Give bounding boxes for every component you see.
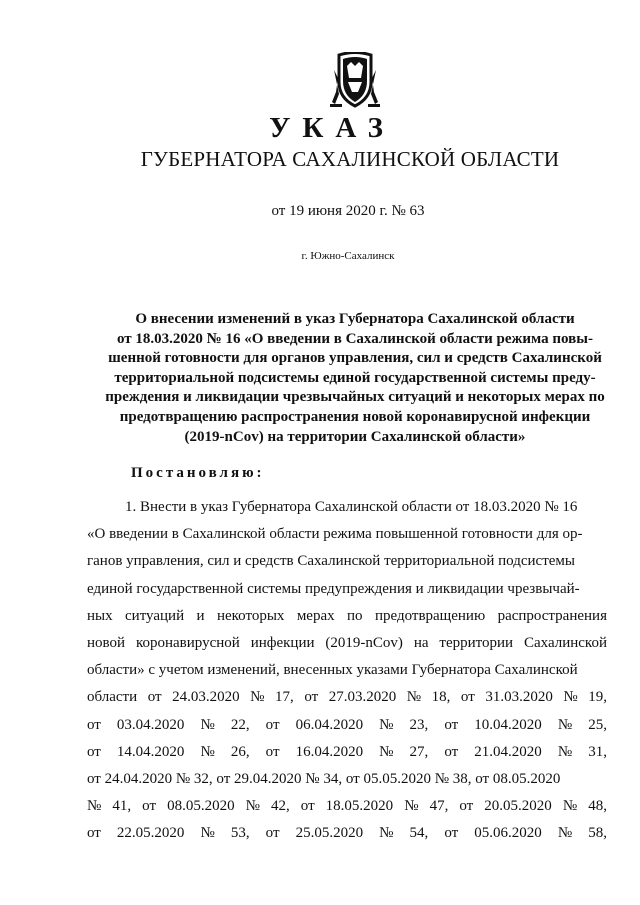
body-word: от (147, 689, 162, 706)
body-word: от (444, 743, 459, 760)
body-word: 14.04.2020 (116, 743, 185, 760)
body-word: 41, (112, 798, 132, 815)
body-word: и (196, 607, 205, 624)
body-line (87, 793, 607, 820)
body-word: ганов управления, сил и средств Сахалинской территориальной подсистемы (87, 553, 575, 570)
body-word: от (460, 689, 475, 706)
body-word: единой государственной системы предупреждения и ликвидации чрезвычай- (87, 580, 580, 597)
heading-line: преждения и ликвидации чрезвычайных ситуаций и некоторых мерах по (105, 389, 605, 406)
body-line (87, 766, 607, 793)
body-word: № (557, 825, 573, 842)
heading-line: шенной готовности для органов управления, сил и средств Сахалинской (108, 350, 602, 367)
body-word: (2019-nCov) (325, 634, 403, 651)
document-body (87, 494, 607, 847)
body-word: 47, (429, 798, 449, 815)
body-word: 21.04.2020 (474, 743, 542, 760)
body-word: инфекции (250, 634, 315, 651)
body-word: 18.05.2020 (325, 798, 394, 815)
body-word: № (250, 689, 265, 706)
body-word: от (300, 798, 315, 815)
body-line (87, 739, 607, 766)
document-type: УКАЗ (269, 112, 395, 144)
body-word: от (87, 825, 101, 842)
body-line (87, 712, 607, 739)
body-word: № (245, 798, 260, 815)
body-word: 10.04.2020 (474, 716, 542, 733)
body-word: 18, (431, 689, 451, 706)
body-word: № (379, 743, 394, 760)
body-word: 16.04.2020 (295, 743, 364, 760)
body-word: на (413, 634, 429, 651)
body-word: 25, (588, 716, 607, 733)
heading-line: предотвращению распространения новой коронавирусной инфекции (119, 408, 591, 425)
body-word: № (200, 743, 215, 760)
body-word: новой (87, 634, 126, 651)
issuing-authority: ГУБЕРНАТОРА САХАЛИНСКОЙ ОБЛАСТИ (140, 147, 560, 171)
body-word: коронавирусной (135, 634, 240, 651)
body-word: области» с учетом изменений, внесенных указами Губернатора Сахалинской (87, 662, 578, 679)
body-word: от (265, 716, 280, 733)
body-word: 05.06.2020 (474, 825, 542, 842)
body-word: № (562, 798, 578, 815)
body-word: 58, (588, 825, 607, 842)
body-word: 03.04.2020 (116, 716, 185, 733)
body-word: от (265, 825, 280, 842)
body-word: по (347, 607, 363, 624)
body-word: 23, (409, 716, 429, 733)
body-word: 31.03.2020 (485, 689, 553, 706)
body-word: предотвращению (374, 607, 486, 624)
body-word: от (304, 689, 319, 706)
body-word: некоторых (216, 607, 285, 624)
body-line (87, 820, 607, 847)
body-word: от (87, 716, 101, 733)
body-word: от (444, 825, 459, 842)
body-word: ных (87, 607, 113, 624)
body-word: 42, (270, 798, 290, 815)
body-word: 48, (588, 798, 607, 815)
body-word: ситуаций (125, 607, 185, 624)
body-word: № (557, 743, 573, 760)
body-line (87, 630, 607, 657)
body-word: № (200, 825, 215, 842)
body-word: 06.04.2020 (295, 716, 364, 733)
body-word: Сахалинской (523, 634, 607, 651)
body-line (87, 684, 607, 711)
body-word: территории (439, 634, 514, 651)
body-line (87, 657, 607, 684)
body-word: № (406, 689, 422, 706)
body-word: 31, (588, 743, 607, 760)
body-word: № (200, 716, 215, 733)
document-heading (88, 310, 622, 447)
body-word: 53, (230, 825, 250, 842)
body-line (87, 548, 607, 575)
body-line (87, 576, 607, 603)
heading-line: О внесении изменений в указ Губернатора Сахалинской области (135, 311, 575, 327)
body-word: области (87, 689, 138, 706)
body-word: 22, (230, 716, 250, 733)
heading-line: территориальной подсистемы единой государственной системы преду- (114, 369, 596, 386)
body-word: мерах (296, 607, 335, 624)
body-word: 26, (230, 743, 250, 760)
body-word: № (563, 689, 578, 706)
body-word: 22.05.2020 (116, 825, 185, 842)
body-word: 54, (409, 825, 429, 842)
document-date-number: от 19 июня 2020 г. № 63 (271, 203, 425, 219)
body-word: от 24.04.2020 № 32, от 29.04.2020 № 34, от 05.05.2020 № 38, от 08.05.2020 (87, 770, 561, 787)
body-word: от (265, 743, 280, 760)
body-word: «О введении в Сахалинской области режима повышенной готовности для ор- (87, 526, 583, 543)
body-word: от (459, 798, 474, 815)
body-word: распространения (497, 607, 607, 624)
body-word: 24.03.2020 (172, 689, 240, 706)
body-line (87, 494, 607, 521)
body-word: № (379, 716, 394, 733)
body-word: от (142, 798, 157, 815)
body-word: от (87, 743, 101, 760)
body-word: № (379, 825, 394, 842)
body-word: 27, (409, 743, 429, 760)
resolve-label: Постановляю: (131, 465, 265, 481)
body-word: от (444, 716, 459, 733)
heading-line: от 18.03.2020 № 16 «О введении в Сахалинской области режима повы- (117, 330, 593, 347)
coat-of-arms-icon (330, 52, 380, 110)
heading-line: (2019-nCov) на территории Сахалинской области» (184, 428, 526, 445)
document-city: г. Южно-Сахалинск (301, 250, 395, 262)
body-word: № (87, 798, 102, 815)
body-word: 27.03.2020 (328, 689, 397, 706)
body-word: 1. Внести в указ Губернатора Сахалинской области от 18.03.2020 № 16 (125, 499, 578, 515)
body-word: 08.05.2020 (167, 798, 235, 815)
body-word: 17, (275, 689, 294, 706)
body-line (87, 521, 607, 548)
body-word: 20.05.2020 (484, 798, 552, 815)
body-word: № (404, 798, 419, 815)
body-word: 25.05.2020 (295, 825, 364, 842)
body-word: № (557, 716, 573, 733)
body-word: 19, (588, 689, 607, 706)
body-line (87, 603, 607, 630)
